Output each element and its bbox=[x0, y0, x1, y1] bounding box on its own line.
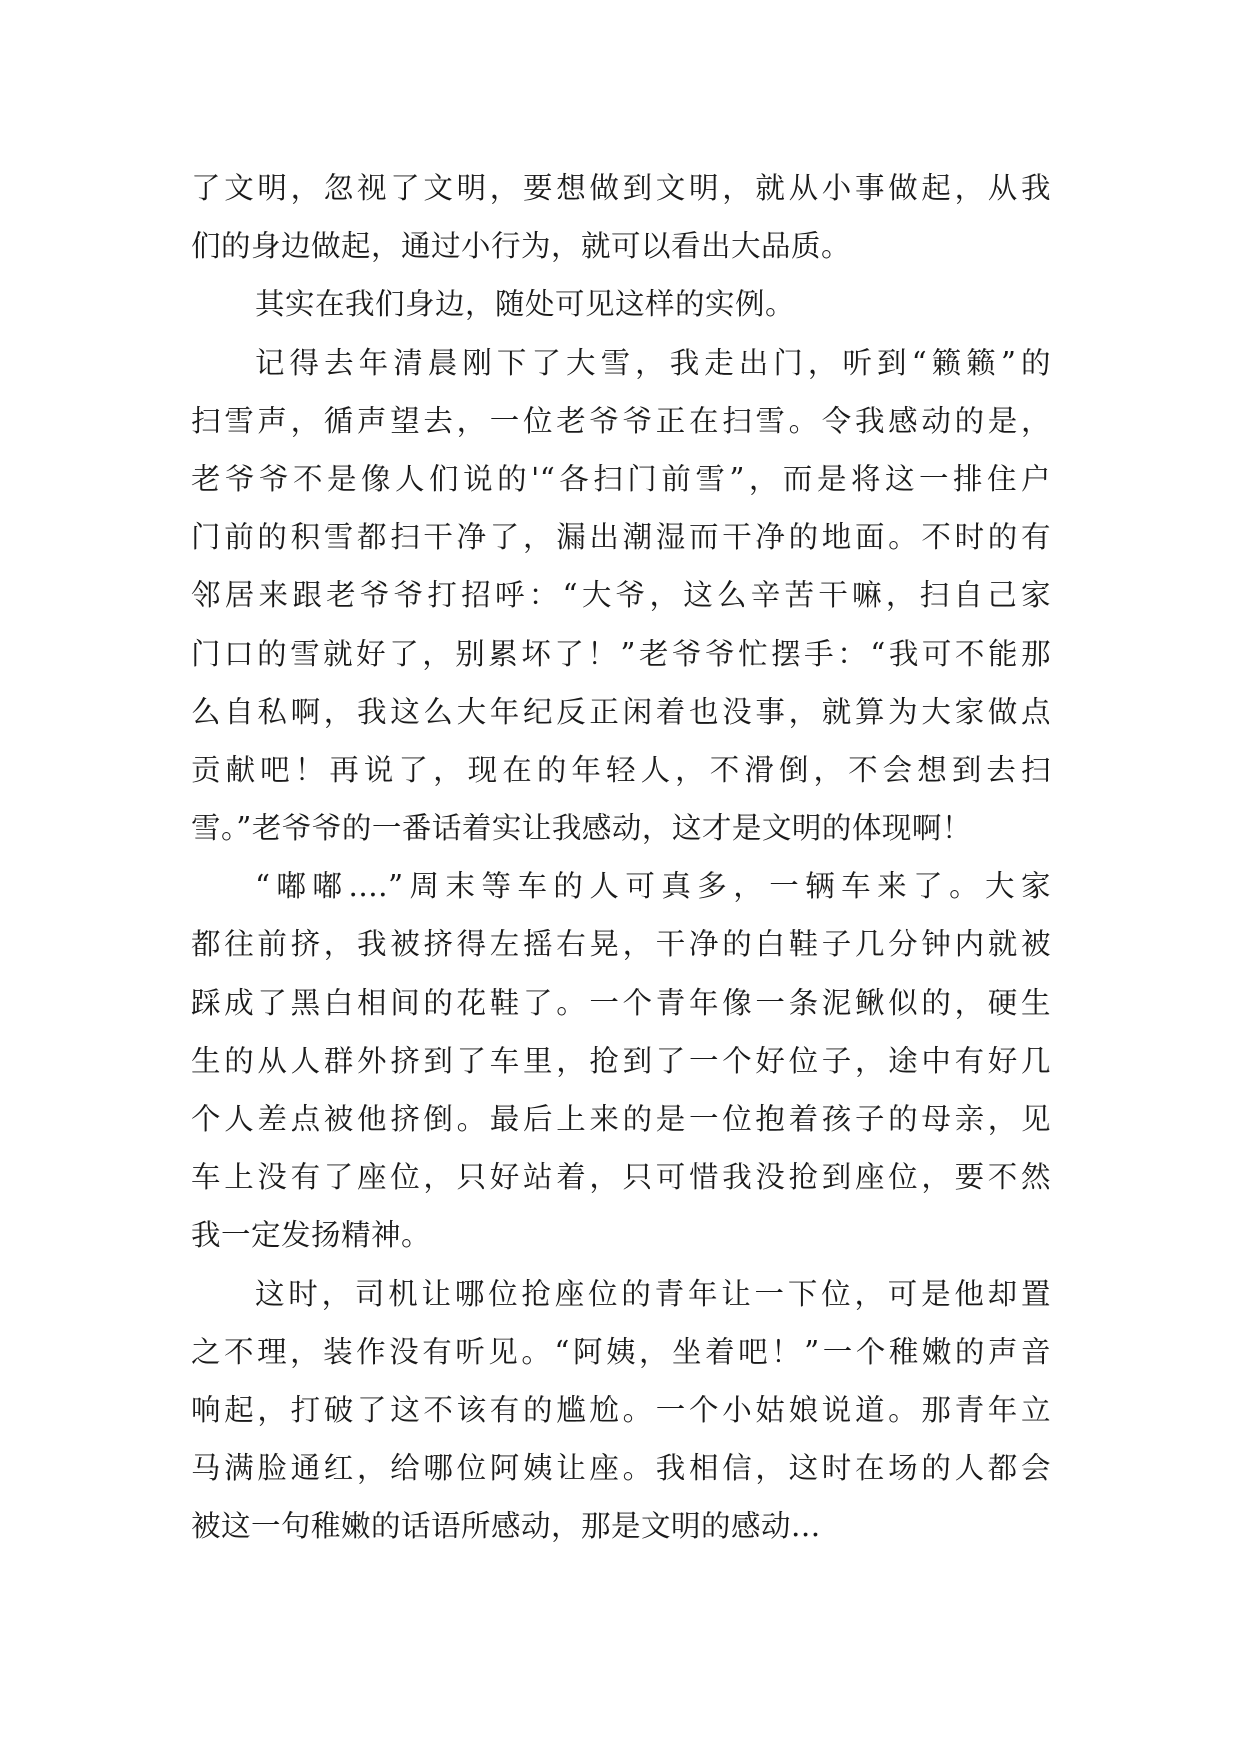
paragraph-2 bbox=[191, 275, 1051, 333]
text-line: 都往前挤，我被挤得左摇右晃，干净的白鞋子几分钟内就被 bbox=[191, 927, 1051, 962]
paragraph-3 bbox=[191, 334, 1051, 858]
text-line: 车上没有了座位，只好站着，只可惜我没抢到座位，要不然 bbox=[191, 1160, 1051, 1195]
text-line: 被这一句稚嫩的话语所感动，那是文明的感动... bbox=[191, 1509, 821, 1544]
text-line: 其实在我们身边，随处可见这样的实例。 bbox=[255, 287, 796, 322]
text-line: 了文明，忽视了文明，要想做到文明，就从小事做起，从我 bbox=[191, 171, 1051, 205]
text-line: 这时，司机让哪位抢座位的青年让一下位，可是他却置 bbox=[255, 1276, 1051, 1311]
text-line: 我一定发扬精神。 bbox=[191, 1218, 432, 1253]
text-line: 记得去年清晨刚下了大雪，我走出门，听到“籁籁”的 bbox=[255, 345, 1051, 380]
text-line: 扫雪声，循声望去，一位老爷爷正在扫雪。令我感动的是， bbox=[191, 403, 1051, 438]
text-line: “嘟嘟....”周末等车的人可真多，一辆车来了。大家 bbox=[255, 869, 1051, 904]
text-line: 门口的雪就好了，别累坏了！”老爷爷忙摆手：“我可不能那 bbox=[191, 636, 1051, 671]
text-line: 们的身边做起，通过小行为，就可以看出大品质。 bbox=[191, 229, 852, 264]
paragraph-1 bbox=[191, 159, 1051, 275]
text-line: 马满脸通红，给哪位阿姨让座。我相信，这时在场的人都会 bbox=[191, 1451, 1051, 1486]
text-line: 贡献吧！再说了，现在的年轻人，不滑倒，不会想到去扫 bbox=[191, 752, 1051, 787]
text-line: 邻居来跟老爷爷打招呼：“大爷，这么辛苦干嘛，扫自己家 bbox=[191, 578, 1051, 613]
text-line: 响起，打破了这不该有的尴尬。一个小姑娘说道。那青年立 bbox=[191, 1392, 1051, 1427]
text-line: 个人差点被他挤倒。最后上来的是一位抱着孩子的母亲，见 bbox=[191, 1102, 1051, 1136]
paragraph-4 bbox=[191, 857, 1051, 1264]
text-line: 雪。”老爷爷的一番话着实让我感动，这才是文明的体现啊！ bbox=[191, 811, 972, 846]
text-line: 门前的积雪都扫干净了，漏出潮湿而干净的地面。不时的有 bbox=[191, 520, 1051, 555]
essay-body bbox=[191, 159, 1051, 1556]
text-line: 老爷爷不是像人们说的'“各扫门前雪”，而是将这一排住户 bbox=[191, 461, 1051, 496]
paragraph-5 bbox=[191, 1265, 1051, 1556]
text-line: 么自私啊，我这么大年纪反正闲着也没事，就算为大家做点 bbox=[191, 694, 1051, 729]
text-line: 生的从人群外挤到了车里，抢到了一个好位子，途中有好几 bbox=[191, 1043, 1051, 1078]
text-line: 踩成了黑白相间的花鞋了。一个青年像一条泥鳅似的，硬生 bbox=[191, 985, 1051, 1020]
text-line: 之不理，装作没有听见。“阿姨，坐着吧！”一个稚嫩的声音 bbox=[191, 1334, 1051, 1369]
